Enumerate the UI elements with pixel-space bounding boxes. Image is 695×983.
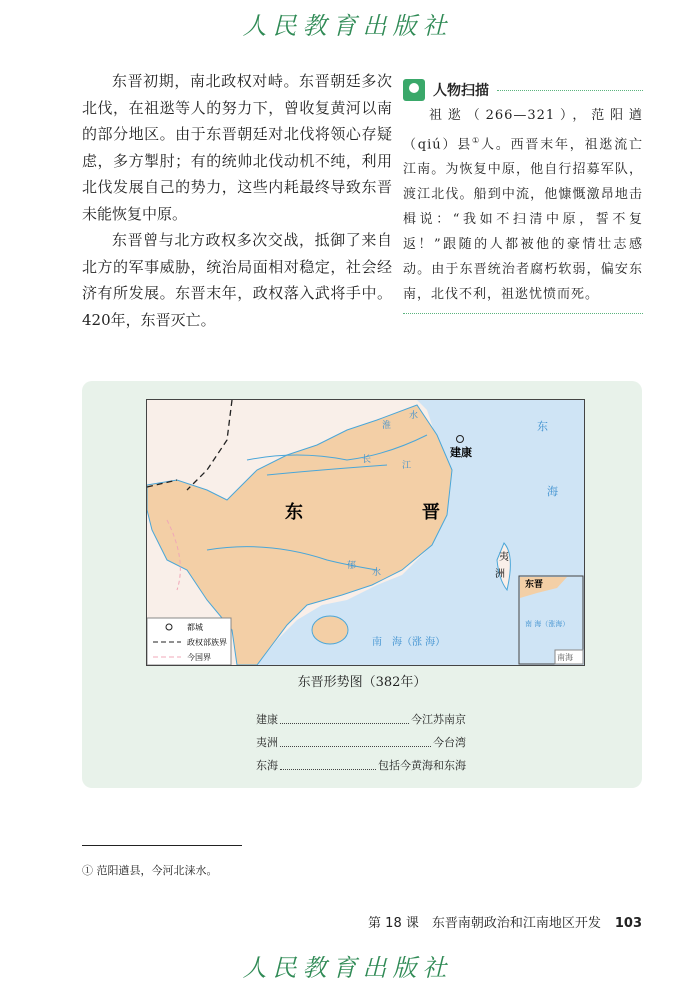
label-donghai: 海 xyxy=(547,485,558,498)
label-donghai: 东 xyxy=(537,420,548,433)
label-shui: 水 xyxy=(372,568,382,578)
label-shui: 水 xyxy=(409,411,419,421)
map-figure xyxy=(82,381,642,788)
map-caption: 东晋形势图（382年） xyxy=(297,675,427,690)
label-jin: 晋 xyxy=(422,502,440,523)
capital-marker xyxy=(457,436,464,443)
legend-boundary: 政权部族界 xyxy=(187,638,227,647)
label-jiang: 江 xyxy=(402,461,412,471)
main-text xyxy=(82,68,392,333)
page-number: 103 xyxy=(614,916,642,931)
note-row: 建康 今江苏南京 xyxy=(256,708,466,731)
footnote-divider xyxy=(82,845,242,846)
person-icon xyxy=(403,79,425,101)
inset-label-dongjin: 东晋 xyxy=(525,580,544,590)
legend-capital: 都城 xyxy=(187,623,203,632)
note-row: 夷洲 今台湾 xyxy=(256,731,466,754)
label-jiankang: 建康 xyxy=(450,446,472,459)
label-yizhou: 洲 xyxy=(495,569,505,580)
map xyxy=(146,399,585,666)
label-chang: 长 xyxy=(362,455,372,465)
sidebar-text-2: 人。西晋末年，祖逖流亡江南。为恢复中原，他自行招募军队，渡江北伐。船到中流，他慷慨激昂地击楫说：“我如不扫清中原，誓不复返！”跟随的人都被他的豪情壮志感动。由于东晋统治者腐朽软弱，偏安东南，北伐不利，祖逖忧愤而死。 xyxy=(403,137,643,303)
map-notes xyxy=(256,708,466,777)
character-sidebar xyxy=(403,79,643,314)
label-huai: 淮 xyxy=(382,421,392,431)
inset-map xyxy=(519,576,583,664)
paragraph: 东晋曾与北方政权多次交战，抵御了来自北方的军事威胁，统治局面相对稳定，社会经济有所发展。东晋末年，政权落入武将手中。420年，东晋灭亡。 xyxy=(82,231,392,329)
note-row: 东海 包括今黄海和东海 xyxy=(256,754,466,777)
label-yizhou: 夷 xyxy=(499,552,509,563)
map-legend xyxy=(147,618,231,665)
label-yu: 郁 xyxy=(347,561,357,571)
legend-modern-border: 今国界 xyxy=(187,653,211,662)
footnote: ① 范阳遒县，今河北涞水。 xyxy=(82,864,218,877)
inset-tag: 南海 xyxy=(557,653,573,662)
label-dong: 东 xyxy=(285,502,303,523)
lesson-title: 第 18 课 东晋南朝政治和江南地区开发 xyxy=(368,916,601,931)
publisher-footer: 人民教育出版社 xyxy=(242,954,453,982)
label-nanhai: 南 海（涨 海） xyxy=(372,637,446,648)
paragraph: 东晋初期，南北政权对峙。东晋朝廷多次北伐，在祖逖等人的努力下，曾收复黄河以南的部分地区。由于东晋朝廷对北伐将领心存疑虑，多方掣肘；有的统帅北伐动机不纯，利用北伐发展自己的势力，这些内耗最终导致东晋未能恢复中原。 xyxy=(82,72,392,223)
publisher-header: 人民教育出版社 xyxy=(242,12,453,40)
footnote-ref[interactable]: ① xyxy=(472,136,482,145)
sidebar-text-1: 祖逖（266—321），范阳遒（qiú）县 xyxy=(403,108,643,153)
inset-label-nanhai: 南 海（涨海） xyxy=(525,620,570,628)
sidebar-text xyxy=(403,103,643,307)
sidebar-title: 人物扫描 xyxy=(433,83,489,99)
page-footer xyxy=(368,912,642,931)
